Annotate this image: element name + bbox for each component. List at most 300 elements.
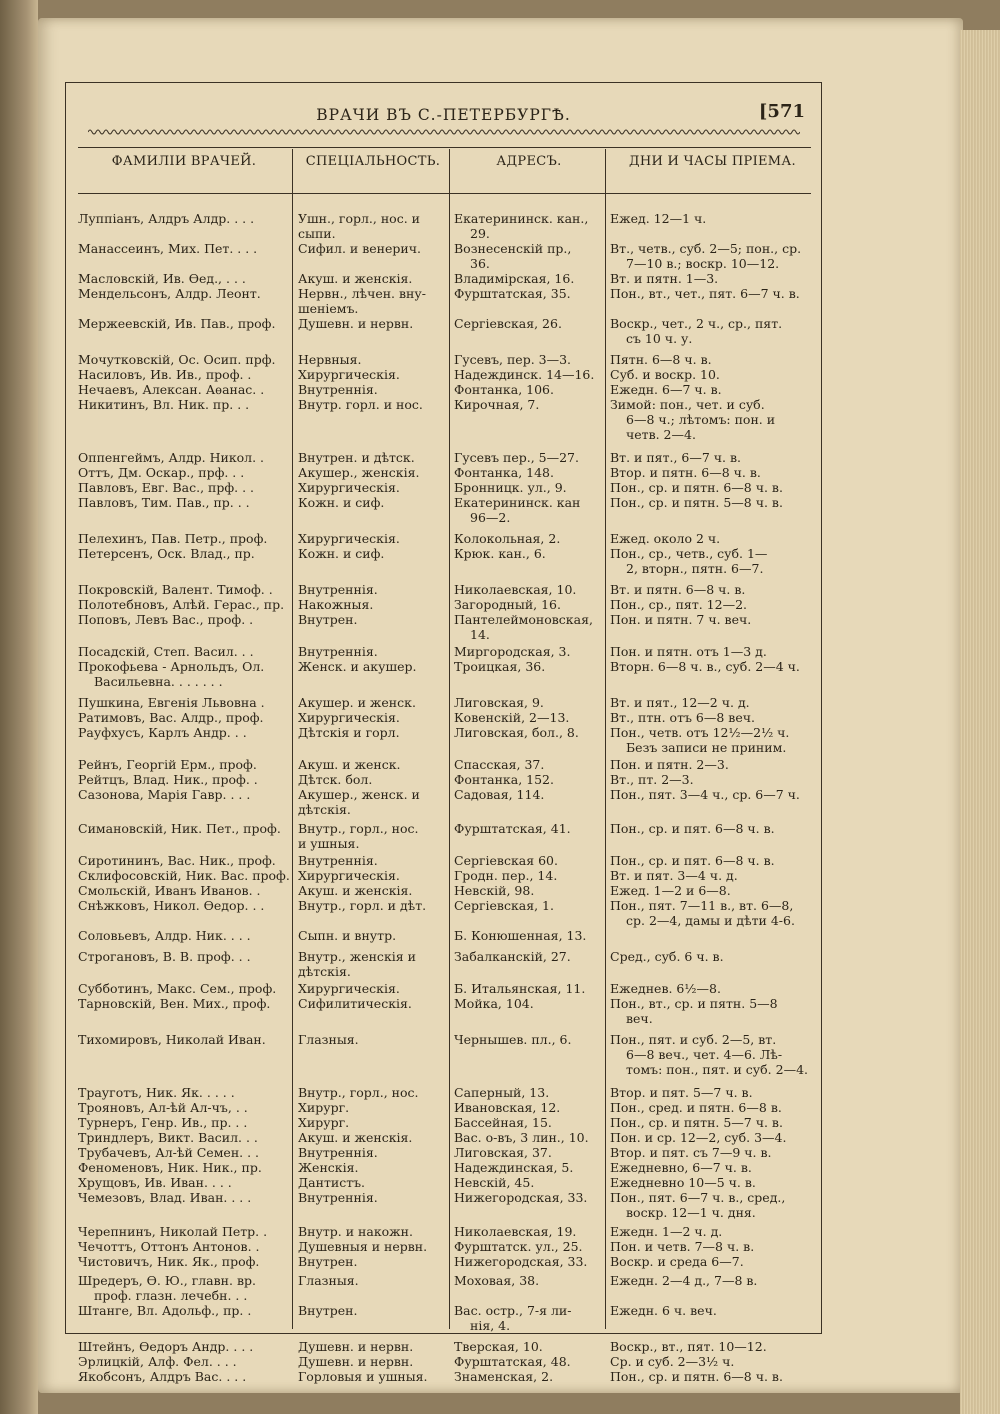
doctor-name-text: Луппіанъ, Алдръ Алдр. . . . — [78, 211, 255, 226]
doctor-name-cell — [78, 1354, 290, 1369]
address-text: Пантелеймоновская, — [454, 612, 593, 627]
table-row — [66, 597, 821, 612]
doctor-name-text: Прокофьева - Арнольдъ, Ол. — [78, 659, 265, 674]
specialty-text: сыпи. — [298, 226, 336, 241]
address-cell — [454, 853, 604, 868]
specialty-text: Кожн. и сиф. — [298, 495, 385, 510]
specialty-text: Внутреннія. — [298, 853, 378, 868]
specialty-cell — [298, 1254, 448, 1269]
address-cell — [454, 928, 604, 943]
office-hours-text: Ежедневно 10—5 ч. в. — [610, 1175, 756, 1190]
address-cell — [454, 271, 604, 286]
address-text: Фурштатская, 35. — [454, 286, 571, 301]
address-text: Ковенскій, 2—13. — [454, 710, 570, 725]
office-hours-text: Втор. и пят. съ 7—9 ч. в. — [610, 1145, 772, 1160]
office-hours-cell — [610, 1190, 815, 1220]
address-text: Саперный, 13. — [454, 1085, 550, 1100]
office-hours-cell — [610, 981, 815, 996]
specialty-cell — [298, 821, 448, 851]
office-hours-text: Пон. и пятн. 2—3. — [610, 757, 729, 772]
office-hours-text: Пон., вт., ср. и пятн. 5—8 — [610, 996, 778, 1011]
doctor-name-cell — [78, 757, 290, 772]
table-row — [66, 787, 821, 817]
doctor-name-text: Трояновъ, Ал-ѣй Ал-чъ, . . — [78, 1100, 248, 1115]
office-hours-cell — [610, 597, 815, 612]
doctor-name-cell — [78, 211, 290, 226]
table-row — [66, 1369, 821, 1384]
doctor-name-cell — [78, 612, 290, 627]
office-hours-text: Ежедневно, 6—7 ч. в. — [610, 1160, 752, 1175]
office-hours-cell — [610, 546, 815, 576]
office-hours-cell — [610, 1273, 815, 1288]
specialty-cell — [298, 612, 448, 627]
doctor-name-text: Мержеевскій, Ив. Пав., проф. — [78, 316, 276, 331]
table-row — [66, 450, 821, 465]
address-text: Мойка, 104. — [454, 996, 534, 1011]
specialty-cell — [298, 1032, 448, 1047]
address-cell — [454, 480, 604, 495]
doctor-name-text: Строгановъ, В. В. проф. . . — [78, 949, 251, 964]
specialty-text: Женскія. — [298, 1160, 359, 1175]
specialty-cell — [298, 1100, 448, 1115]
address-cell — [454, 1303, 604, 1333]
office-hours-text: Пон., вт., чет., пят. 6—7 ч. в. — [610, 286, 800, 301]
specialty-text: шеніемъ. — [298, 301, 359, 316]
specialty-cell — [298, 996, 448, 1011]
office-hours-text: 7—10 в.; воскр. 10—12. — [626, 256, 780, 271]
specialty-text: Акуш. и женскія. — [298, 271, 413, 286]
office-hours-cell — [610, 211, 815, 226]
specialty-text: Акушер. и женск. — [298, 695, 416, 710]
specialty-text: Хирургическія. — [298, 480, 400, 495]
specialty-text: Внутрен. и дѣтск. — [298, 450, 415, 465]
specialty-text: Глазныя. — [298, 1032, 359, 1047]
specialty-text: Нервныя. — [298, 352, 362, 367]
address-text: Гусевъ пер., 5—27. — [454, 450, 579, 465]
doctor-name-text: проф. глазн. лечебн. . . — [94, 1288, 248, 1303]
office-hours-text: Воскр., вт., пят. 10—12. — [610, 1339, 767, 1354]
specialty-cell — [298, 1354, 448, 1369]
office-hours-cell — [610, 271, 815, 286]
doctor-name-text: Сазонова, Марія Гавр. . . . — [78, 787, 251, 802]
address-text: Колокольная, 2. — [454, 531, 561, 546]
table-row — [66, 352, 821, 367]
specialty-text: Сифил. и венерич. — [298, 241, 421, 256]
decorative-wave-rule — [88, 127, 800, 137]
table-row — [66, 1339, 821, 1354]
specialty-text: Внутрен. — [298, 1303, 358, 1318]
specialty-text: Душевныя и нервн. — [298, 1239, 428, 1254]
doctor-name-cell — [78, 480, 290, 495]
doctor-name-cell — [78, 644, 290, 659]
specialty-text: Дѣтскія и горл. — [298, 725, 400, 740]
office-hours-text: Пон., ср. и пятн. 5—7 ч. в. — [610, 1115, 783, 1130]
specialty-cell — [298, 316, 448, 331]
address-text: Невскій, 98. — [454, 883, 535, 898]
doctor-name-text: Рауфхусъ, Карлъ Андр. . . — [78, 725, 247, 740]
specialty-text: Хирургическія. — [298, 868, 400, 883]
doctor-name-cell — [78, 1239, 290, 1254]
address-text: Чернышев. пл., 6. — [454, 1032, 572, 1047]
doctor-name-text: Посадскій, Степ. Васил. . . — [78, 644, 254, 659]
office-hours-text: Ежедн. 2—4 д., 7—8 в. — [610, 1273, 758, 1288]
office-hours-cell — [610, 450, 815, 465]
office-hours-cell — [610, 996, 815, 1026]
office-hours-text: Ср. и суб. 2—3½ ч. — [610, 1354, 735, 1369]
specialty-text: Акушер., женскія. — [298, 465, 420, 480]
address-cell — [454, 286, 604, 301]
specialty-text: Женск. и акушер. — [298, 659, 417, 674]
doctor-name-cell — [78, 1303, 290, 1318]
table-row — [66, 211, 821, 241]
office-hours-text: Пон., ср., пят. 12—2. — [610, 597, 748, 612]
office-hours-text: Пон. и пятн. отъ 1—3 д. — [610, 644, 767, 659]
office-hours-text: Вт. и пятн. 1—3. — [610, 271, 719, 286]
address-text: Миргородская, 3. — [454, 644, 571, 659]
doctor-name-cell — [78, 1160, 290, 1175]
doctor-name-cell — [78, 352, 290, 367]
specialty-cell — [298, 382, 448, 397]
column-header-names: ФАМИЛІИ ВРАЧЕЙ. — [111, 154, 257, 169]
specialty-text: Хирург. — [298, 1100, 350, 1115]
address-cell — [454, 1130, 604, 1145]
doctor-name-cell — [78, 868, 290, 883]
address-text: Б. Конюшенная, 13. — [454, 928, 587, 943]
address-cell — [454, 465, 604, 480]
specialty-cell — [298, 1273, 448, 1288]
specialty-cell — [298, 868, 448, 883]
table-row — [66, 1190, 821, 1220]
specialty-text: Внутреннія. — [298, 1145, 378, 1160]
address-text: Б. Итальянская, 11. — [454, 981, 586, 996]
specialty-cell — [298, 1303, 448, 1318]
specialty-text: Внутрен. — [298, 612, 358, 627]
address-cell — [454, 382, 604, 397]
office-hours-text: 6—8 веч., чет. 4—6. Лѣ- — [626, 1047, 783, 1062]
specialty-cell — [298, 1190, 448, 1205]
doctor-name-text: Павловъ, Тим. Пав., пр. . . — [78, 495, 250, 510]
doctor-name-cell — [78, 996, 290, 1011]
specialty-cell — [298, 480, 448, 495]
office-hours-cell — [610, 582, 815, 597]
doctor-name-cell — [78, 787, 290, 802]
address-cell — [454, 352, 604, 367]
specialty-cell — [298, 1239, 448, 1254]
specialty-cell — [298, 981, 448, 996]
doctor-name-cell — [78, 582, 290, 597]
table-row — [66, 1175, 821, 1190]
address-cell — [454, 597, 604, 612]
table-row — [66, 996, 821, 1026]
table-row — [66, 271, 821, 286]
address-cell — [454, 1115, 604, 1130]
specialty-text: Глазныя. — [298, 1273, 359, 1288]
table-row — [66, 286, 821, 316]
specialty-text: Душевн. и нервн. — [298, 1339, 414, 1354]
office-hours-text: Безъ записи не приним. — [626, 740, 787, 755]
specialty-text: Акуш. и женск. — [298, 757, 401, 772]
address-cell — [454, 1369, 604, 1384]
specialty-text: Внутреннія. — [298, 582, 378, 597]
office-hours-text: Втор. и пятн. 6—8 ч. в. — [610, 465, 761, 480]
office-hours-text: Сред., суб. 6 ч. в. — [610, 949, 724, 964]
address-text: Фонтанка, 148. — [454, 465, 554, 480]
office-hours-text: Пон., ср. и пятн. 6—8 ч. в. — [610, 1369, 783, 1384]
address-cell — [454, 772, 604, 787]
address-text: Сергіевская, 26. — [454, 316, 562, 331]
office-hours-text: Пятн. 6—8 ч. в. — [610, 352, 712, 367]
office-hours-cell — [610, 949, 815, 964]
specialty-text: Внутреннія. — [298, 382, 378, 397]
doctor-name-cell — [78, 949, 290, 964]
specialty-cell — [298, 367, 448, 382]
specialty-text: Хирургическія. — [298, 367, 400, 382]
specialty-cell — [298, 352, 448, 367]
address-text: Спасская, 37. — [454, 757, 545, 772]
specialty-text: Внутрен. — [298, 1254, 358, 1269]
address-cell — [454, 582, 604, 597]
table-row — [66, 480, 821, 495]
office-hours-cell — [610, 495, 815, 510]
specialty-cell — [298, 1224, 448, 1239]
address-text: Забалканскій, 27. — [454, 949, 571, 964]
office-hours-cell — [610, 883, 815, 898]
address-cell — [454, 241, 604, 271]
address-cell — [454, 1190, 604, 1205]
header-rule — [78, 147, 811, 148]
specialty-cell — [298, 397, 448, 412]
specialty-text: Нервн., лѣчен. вну- — [298, 286, 426, 301]
doctor-name-text: Штейнъ, Ѳедоръ Андр. . . . — [78, 1339, 254, 1354]
specialty-text: Душевн. и нервн. — [298, 316, 414, 331]
address-cell — [454, 1273, 604, 1288]
office-hours-text: Пон. и ср. 12—2, суб. 3—4. — [610, 1130, 787, 1145]
specialty-text: Дантистъ. — [298, 1175, 366, 1190]
table-row — [66, 582, 821, 597]
doctor-name-text: Чемезовъ, Влад. Иван. . . . — [78, 1190, 252, 1205]
address-cell — [454, 659, 604, 674]
office-hours-cell — [610, 241, 815, 271]
doctor-name-cell — [78, 531, 290, 546]
office-hours-text: 2, вторн., пятн. 6—7. — [626, 561, 764, 576]
office-hours-text: Пон., пят. 7—11 в., вт. 6—8, — [610, 898, 794, 913]
doctor-name-text: Поповъ, Левъ Вас., проф. . — [78, 612, 254, 627]
doctor-name-text: Васильевна. . . . . . . — [94, 674, 223, 689]
doctor-name-cell — [78, 495, 290, 510]
address-text: Знаменская, 2. — [454, 1369, 554, 1384]
office-hours-cell — [610, 1303, 815, 1318]
doctor-name-cell — [78, 1339, 290, 1354]
address-text: 96—2. — [470, 510, 511, 525]
address-cell — [454, 367, 604, 382]
office-hours-text: Вт. и пят., 12—2 ч. д. — [610, 695, 750, 710]
specialty-cell — [298, 757, 448, 772]
office-hours-text: Зимой: пон., чет. и суб. — [610, 397, 765, 412]
office-hours-text: четв. 2—4. — [626, 427, 696, 442]
table-row — [66, 821, 821, 851]
specialty-cell — [298, 644, 448, 659]
doctor-name-text: Мендельсонъ, Алдр. Леонт. — [78, 286, 261, 301]
specialty-cell — [298, 597, 448, 612]
address-text: 36. — [470, 256, 490, 271]
doctor-name-cell — [78, 853, 290, 868]
address-cell — [454, 981, 604, 996]
office-hours-cell — [610, 465, 815, 480]
office-hours-text: Вт., пт. 2—3. — [610, 772, 694, 787]
office-hours-text: Вт. и пят. 3—4 ч. д. — [610, 868, 738, 883]
office-hours-cell — [610, 397, 815, 442]
address-text: Николаевская, 10. — [454, 582, 577, 597]
specialty-cell — [298, 710, 448, 725]
table-row — [66, 898, 821, 928]
doctor-name-cell — [78, 1190, 290, 1205]
address-text: Владимірская, 16. — [454, 271, 575, 286]
office-hours-text: воскр. 12—1 ч. дня. — [626, 1205, 756, 1220]
doctor-name-text: Снѣжковъ, Никол. Ѳедор. . . — [78, 898, 265, 913]
address-text: Бронницк. ул., 9. — [454, 480, 567, 495]
specialty-text: Акушер., женск. и — [298, 787, 420, 802]
table-row — [66, 1224, 821, 1239]
table-row — [66, 757, 821, 772]
office-hours-cell — [610, 772, 815, 787]
doctor-name-cell — [78, 928, 290, 943]
doctor-name-cell — [78, 1224, 290, 1239]
column-header-hours: ДНИ И ЧАСЫ ПРІЕМА. — [628, 154, 796, 169]
specialty-text: и ушныя. — [298, 836, 360, 851]
office-hours-cell — [610, 1085, 815, 1100]
office-hours-cell — [610, 1254, 815, 1269]
doctor-name-text: Пушкина, Евгенія Львовна . — [78, 695, 265, 710]
specialty-cell — [298, 949, 448, 979]
specialty-cell — [298, 1369, 448, 1384]
directory-table — [65, 82, 822, 1384]
address-text: Гусевъ, пер. 3—3. — [454, 352, 572, 367]
address-cell — [454, 612, 604, 642]
doctor-name-text: Тарновскій, Вен. Мих., проф. — [78, 996, 271, 1011]
address-cell — [454, 450, 604, 465]
specialty-text: Душевн. и нервн. — [298, 1354, 414, 1369]
specialty-text: Акуш. и женскія. — [298, 1130, 413, 1145]
specialty-text: Внутр. горл. и нос. — [298, 397, 423, 412]
office-hours-text: Пон., сред. и пятн. 6—8 в. — [610, 1100, 782, 1115]
specialty-cell — [298, 898, 448, 913]
office-hours-text: Ежеднев. 6½—8. — [610, 981, 721, 996]
doctor-name-text: Триндлеръ, Викт. Васил. . . — [78, 1130, 258, 1145]
address-text: Кирочная, 7. — [454, 397, 540, 412]
address-cell — [454, 1224, 604, 1239]
doctor-name-cell — [78, 465, 290, 480]
office-hours-text: Пон., пят. 6—7 ч. в., сред., — [610, 1190, 786, 1205]
specialty-cell — [298, 241, 448, 256]
page-header — [66, 83, 821, 139]
office-hours-text: Втор. и пят. 5—7 ч. в. — [610, 1085, 753, 1100]
table-row — [66, 531, 821, 546]
address-text: Тверская, 10. — [454, 1339, 543, 1354]
address-cell — [454, 1354, 604, 1369]
specialty-cell — [298, 725, 448, 740]
doctor-name-text: Штанге, Вл. Адольф., пр. . — [78, 1303, 252, 1318]
office-hours-text: Пон., ср. и пят. 6—8 ч. в. — [610, 853, 775, 868]
office-hours-text: Ежедн. 6—7 ч. в. — [610, 382, 722, 397]
doctor-name-text: Феноменовъ, Ник. Ник., пр. — [78, 1160, 262, 1175]
specialty-text: Хирург. — [298, 1115, 350, 1130]
doctor-name-cell — [78, 883, 290, 898]
address-text: Моховая, 38. — [454, 1273, 540, 1288]
office-hours-text: Вт. и пят., 6—7 ч. в. — [610, 450, 742, 465]
office-hours-text: ср. 2—4, дамы и дѣти 4-6. — [626, 913, 795, 928]
address-text: Сергіевская, 1. — [454, 898, 554, 913]
specialty-text: Кожн. и сиф. — [298, 546, 385, 561]
specialty-cell — [298, 1130, 448, 1145]
address-cell — [454, 495, 604, 525]
address-cell — [454, 644, 604, 659]
address-cell — [454, 1100, 604, 1115]
office-hours-cell — [610, 853, 815, 868]
office-hours-text: веч. — [626, 1011, 653, 1026]
address-cell — [454, 695, 604, 710]
office-hours-text: Воскр., чет., 2 ч., ср., пят. — [610, 316, 783, 331]
office-hours-cell — [610, 644, 815, 659]
doctor-name-cell — [78, 382, 290, 397]
office-hours-text: съ 10 ч. у. — [626, 331, 693, 346]
table-row — [66, 495, 821, 525]
address-text: Крюк. кан., 6. — [454, 546, 546, 561]
doctor-name-cell — [78, 1175, 290, 1190]
doctor-name-text: Тихомировъ, Николай Иван. — [78, 1032, 266, 1047]
office-hours-text: томъ: пон., пят. и суб. 2—4. — [626, 1062, 809, 1077]
office-hours-text: Пон., пят. 3—4 ч., ср. 6—7 ч. — [610, 787, 800, 802]
address-cell — [454, 316, 604, 331]
doctor-name-text: Мочутковскій, Ос. Осип. прф. — [78, 352, 276, 367]
specialty-text: Хирургическія. — [298, 710, 400, 725]
doctor-name-cell — [78, 1085, 290, 1100]
doctor-name-text: Павловъ, Евг. Вас., прф. . . — [78, 480, 254, 495]
specialty-text: Накожныя. — [298, 597, 374, 612]
address-cell — [454, 211, 604, 241]
office-hours-cell — [610, 382, 815, 397]
table-row — [66, 772, 821, 787]
address-text: Лиговская, 37. — [454, 1145, 552, 1160]
specialty-cell — [298, 1160, 448, 1175]
address-text: Вас. остр., 7-я ли- — [454, 1303, 572, 1318]
address-text: Сергіевская 60. — [454, 853, 558, 868]
specialty-cell — [298, 1339, 448, 1354]
specialty-text: Внутреннія. — [298, 644, 378, 659]
doctor-name-cell — [78, 725, 290, 740]
office-hours-text: Ежед. 1—2 и 6—8. — [610, 883, 731, 898]
address-cell — [454, 1254, 604, 1269]
address-text: Лиговская, 9. — [454, 695, 544, 710]
doctor-name-cell — [78, 546, 290, 561]
office-hours-cell — [610, 531, 815, 546]
doctor-name-cell — [78, 450, 290, 465]
address-text: 14. — [470, 627, 490, 642]
column-header-rule — [78, 193, 811, 194]
table-row — [66, 1145, 821, 1160]
specialty-cell — [298, 546, 448, 561]
doctor-name-cell — [78, 1369, 290, 1384]
office-hours-text: 6—8 ч.; лѣтомъ: пон. и — [626, 412, 776, 427]
table-row — [66, 1254, 821, 1269]
table-row — [66, 1130, 821, 1145]
table-row — [66, 465, 821, 480]
specialty-text: Внутр., горл., нос. — [298, 1085, 419, 1100]
doctor-name-cell — [78, 981, 290, 996]
address-cell — [454, 868, 604, 883]
address-text: Екатерининск. кан — [454, 495, 581, 510]
office-hours-cell — [610, 1145, 815, 1160]
specialty-text: дѣтскія. — [298, 802, 351, 817]
